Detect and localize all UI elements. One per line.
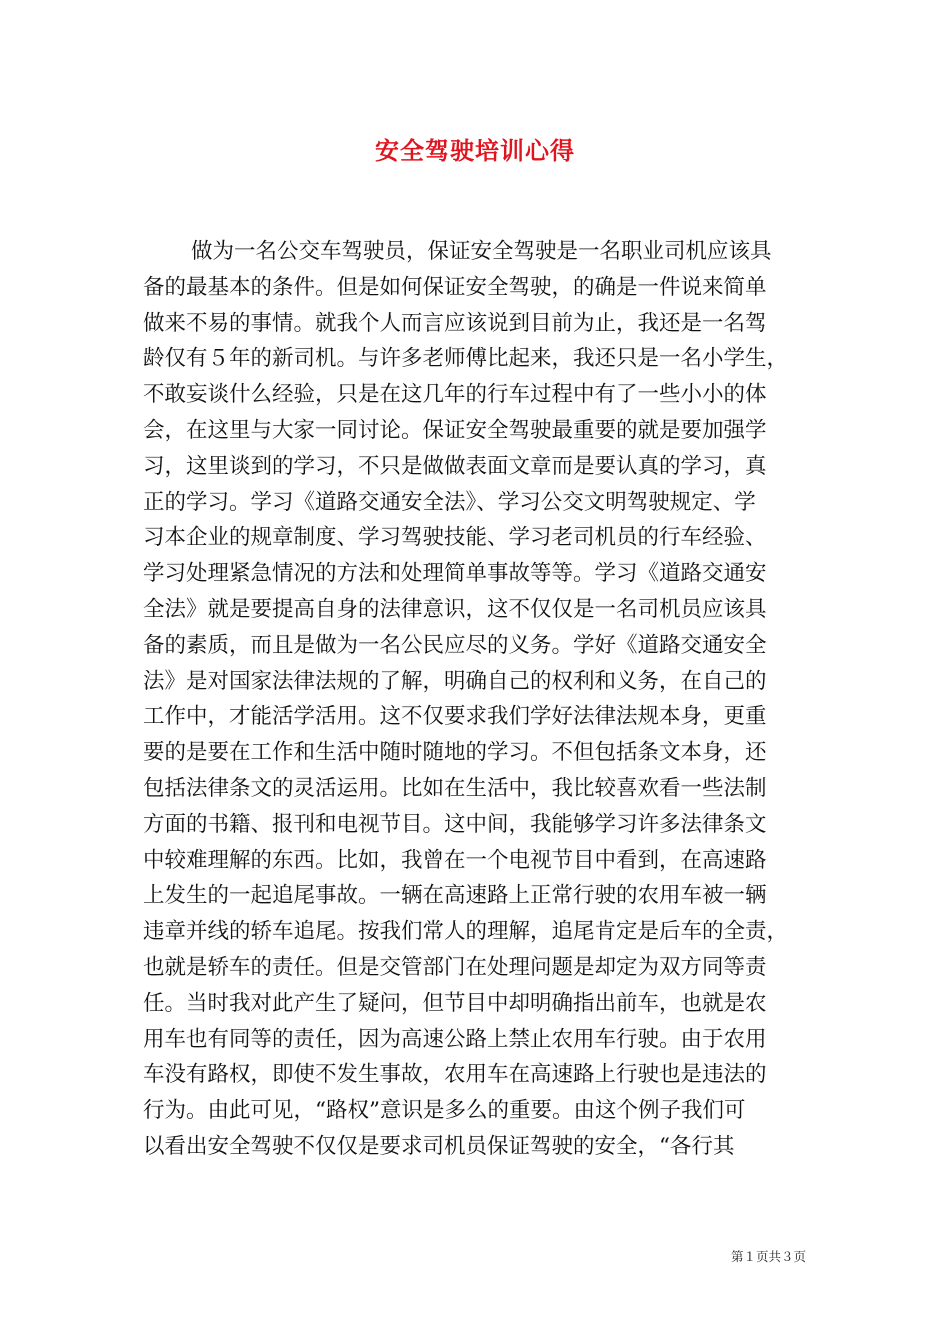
- page-number-footer: 第１页共３页: [730, 1249, 806, 1264]
- body-line: 做来不易的事情。就我个人而言应该说到目前为止，我还是一名驾: [143, 310, 767, 336]
- body-line: 行为。由此可见，“路权”意识是多么的重要。由这个例子我们可: [143, 1098, 746, 1124]
- body-line: 要的是要在工作和生活中随时随地的学习。不但包括条文本身，还: [143, 740, 767, 766]
- body-line: 方面的书籍、报刊和电视节目。这中间，我能够学习许多法律条文: [143, 811, 767, 837]
- body-line: 做为一名公交车驾驶员，保证安全驾驶是一名职业司机应该具: [191, 239, 772, 264]
- body-line: 上发生的一起追尾事故。一辆在高速路上正常行驶的农用车被一辆: [143, 883, 767, 909]
- document-title: 安全驾驶培训心得: [375, 136, 575, 165]
- body-line: 习本企业的规章制度、学习驾驶技能、学习老司机员的行车经验、: [143, 525, 767, 551]
- body-line: 习，这里谈到的学习，不只是做做表面文章而是要认真的学习，真: [143, 453, 767, 479]
- body-line: 龄仅有５年的新司机。与许多老师傅比起来，我还只是一名小学生，: [143, 346, 789, 372]
- body-line: 学习处理紧急情况的方法和处理简单事故等等。学习《道路交通安: [143, 561, 767, 587]
- body-line: 包括法律条文的灵活运用。比如在生活中，我比较喜欢看一些法制: [143, 775, 767, 801]
- body-line: 任。当时我对此产生了疑问，但节目中却明确指出前车，也就是农: [143, 990, 767, 1016]
- body-line: 备的素质，而且是做为一名公民应尽的义务。学好《道路交通安全: [143, 632, 767, 658]
- document-body: [143, 234, 817, 1165]
- body-line: 全法》就是要提高自身的法律意识，这不仅仅是一名司机员应该具: [143, 596, 767, 622]
- body-line: 违章并线的轿车追尾。按我们常人的理解，追尾肯定是后车的全责，: [143, 919, 789, 945]
- body-line: 会，在这里与大家一同讨论。保证安全驾驶最重要的就是要加强学: [143, 417, 767, 443]
- body-line: 中较难理解的东西。比如，我曾在一个电视节目中看到，在高速路: [143, 847, 767, 873]
- body-line: 不敢妄谈什么经验，只是在这几年的行车过程中有了一些小小的体: [143, 382, 767, 408]
- body-line: 以看出安全驾驶不仅仅是要求司机员保证驾驶的安全，“各行其: [143, 1133, 735, 1159]
- body-line: 工作中，才能活学活用。这不仅要求我们学好法律法规本身，更重: [143, 704, 767, 730]
- body-line: 车没有路权，即使不发生事故，农用车在高速路上行驶也是违法的: [143, 1062, 767, 1088]
- body-line: 正的学习。学习《道路交通安全法》、学习公交文明驾驶规定、学: [143, 489, 756, 515]
- body-line: 也就是轿车的责任。但是交管部门在处理问题是却定为双方同等责: [143, 954, 767, 980]
- body-line: 备的最基本的条件。但是如何保证安全驾驶，的确是一件说来简单: [143, 274, 767, 300]
- body-line: 用车也有同等的责任，因为高速公路上禁止农用车行驶。由于农用: [143, 1026, 767, 1052]
- body-line: 法》是对国家法律法规的了解，明确自己的权利和义务，在自己的: [143, 668, 767, 694]
